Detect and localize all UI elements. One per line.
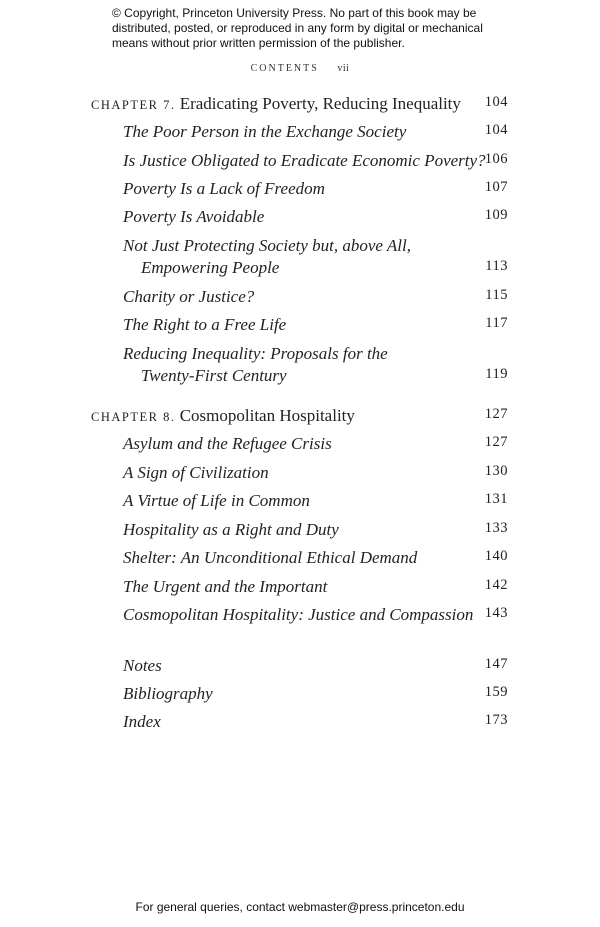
toc-entry-page: 113	[485, 258, 508, 274]
chapter-7-title: Eradicating Poverty, Reducing Inequality	[179, 94, 461, 113]
toc-entry-title-continued: Empowering People	[141, 258, 280, 277]
chapter-8-title: Cosmopolitan Hospitality	[179, 406, 355, 425]
toc-entry-title: Cosmopolitan Hospitality: Justice and Compassion	[123, 605, 474, 624]
toc-entry-page: 130	[484, 463, 508, 479]
toc-entry-page: 147	[484, 656, 508, 672]
chapter-8-prefix: CHAPTER 8.	[91, 410, 176, 424]
toc-entry-page: 104	[484, 122, 508, 138]
toc-entry-page: 107	[484, 179, 508, 195]
toc-entry-page: 119	[485, 366, 508, 382]
toc-entry-title: Hospitality as a Right and Duty	[123, 520, 339, 539]
toc-entry-page: 127	[484, 434, 508, 450]
toc-entry-title: Charity or Justice?	[123, 287, 255, 306]
toc-entry-page: 140	[484, 548, 508, 564]
toc-entry-page: 117	[485, 315, 508, 331]
toc-entry-page: 115	[485, 287, 508, 303]
toc-entry-title: Not Just Protecting Society but, above All,	[123, 236, 411, 255]
toc-entry-page: 109	[484, 207, 508, 223]
chapter-8-page: 127	[484, 406, 508, 422]
footer-contact: For general queries, contact webmaster@press.princeton.edu	[135, 900, 465, 914]
toc-entry-title-continued: Twenty-First Century	[141, 366, 287, 385]
toc-entry-title: Poverty Is a Lack of Freedom	[123, 179, 325, 198]
toc-entry-page: 142	[484, 577, 508, 593]
toc-entry-page: 131	[484, 491, 508, 507]
toc-entry-title: Poverty Is Avoidable	[123, 207, 265, 226]
toc-entry-page: 143	[484, 605, 508, 621]
toc-entry-title: Asylum and the Refugee Crisis	[123, 434, 332, 453]
toc-entry-title: Notes	[123, 656, 162, 675]
toc-entry-title: Index	[123, 712, 161, 731]
toc-entry-page: 173	[484, 712, 508, 728]
toc-entry-page: 159	[484, 684, 508, 700]
toc-entry-title: Shelter: An Unconditional Ethical Demand	[123, 548, 418, 567]
toc-entry-title: A Sign of Civilization	[123, 463, 269, 482]
running-head-page-number: vii	[337, 63, 350, 74]
chapter-7-page: 104	[484, 94, 508, 110]
toc-entry-page: 106	[484, 151, 508, 167]
toc-entry-title: The Poor Person in the Exchange Society	[123, 122, 407, 141]
toc-entry-title: Reducing Inequality: Proposals for the	[123, 344, 388, 363]
toc-entry-title: Is Justice Obligated to Eradicate Economic Poverty?	[123, 151, 486, 170]
running-head-label: CONTENTS	[250, 63, 319, 74]
toc-entry-title: Bibliography	[123, 684, 213, 703]
toc-entry-page: 133	[484, 520, 508, 536]
toc-entry-title: The Urgent and the Important	[123, 577, 328, 596]
chapter-7-prefix: CHAPTER 7.	[91, 98, 176, 112]
copyright-notice: © Copyright, Princeton University Press. No part of this book may be distributed, posted, or reproduced in any form by digital or mechanical means without prior written permission of the publisher.	[112, 6, 483, 50]
toc-entry-title: A Virtue of Life in Common	[123, 491, 310, 510]
toc-entry-title: The Right to a Free Life	[123, 315, 287, 334]
